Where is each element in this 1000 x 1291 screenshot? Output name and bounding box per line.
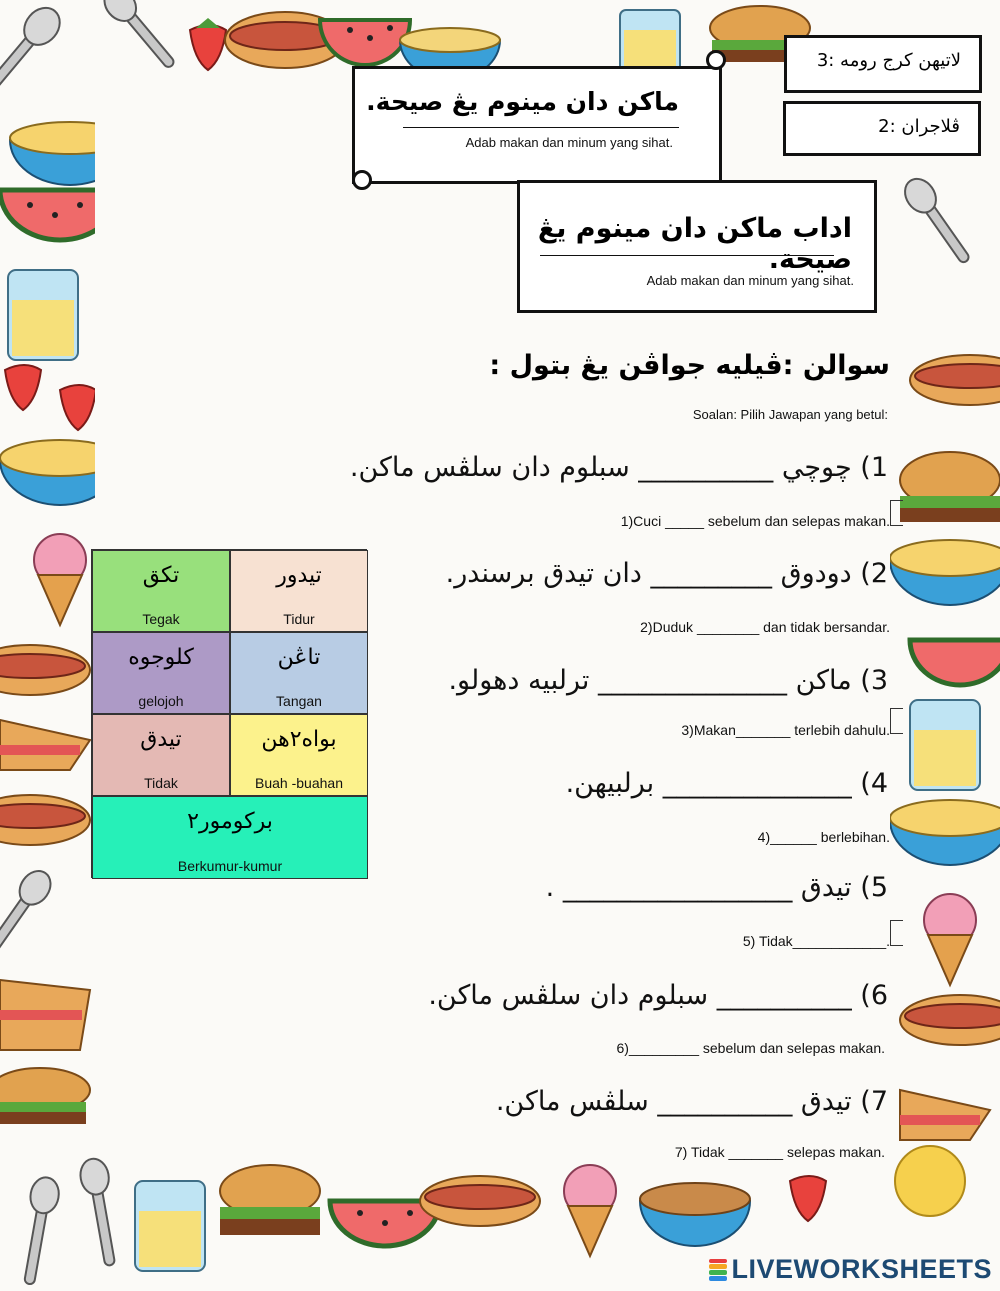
word-rumi: Tidur bbox=[283, 611, 315, 627]
hotdog-icon bbox=[0, 645, 90, 695]
scroll-title-arabic: ماكن دان مينوم يڠ صيحة. bbox=[366, 87, 679, 116]
question-4-rumi: 4)______ berlebihan. bbox=[757, 829, 890, 845]
instruction-latin: Soalan: Pilih Jawapan yang betul: bbox=[692, 407, 888, 422]
hotdog-icon bbox=[420, 1176, 540, 1226]
strawberry-icon bbox=[790, 1176, 826, 1221]
word-bank-table bbox=[91, 549, 367, 878]
question-6-rumi: 6)_________ sebelum dan selepas makan. bbox=[616, 1040, 885, 1056]
scroll-title-rule bbox=[403, 127, 679, 128]
word-bank-cell[interactable] bbox=[230, 550, 368, 632]
instruction-arabic: سوالن :ڤيليه جواڤن يڠ بتول : bbox=[489, 350, 890, 381]
main-title-arabic: اداب ماكن دان مينوم يڠ صيحة. bbox=[537, 213, 852, 275]
pelajaran-label: ڤلاجران :2 bbox=[878, 116, 960, 137]
word-jawi: تكق bbox=[142, 563, 180, 588]
answer-drop-slot-5[interactable] bbox=[890, 920, 903, 946]
ice-cream-icon bbox=[924, 894, 976, 985]
question-1-jawi: 1) چوچي __________ سبلوم دان سلڤس ماكن. bbox=[349, 452, 888, 483]
bowl-icon bbox=[640, 1183, 750, 1246]
burger-icon bbox=[220, 1165, 320, 1235]
scroll-curl-top-right bbox=[706, 50, 726, 70]
question-4-jawi: 4) ______________ برلبيهن. bbox=[565, 768, 888, 799]
question-6-jawi: 6) __________ سبلوم دان سلڤس ماكن. bbox=[428, 980, 888, 1011]
word-bank-cell[interactable] bbox=[230, 714, 368, 796]
pie-icon bbox=[900, 1090, 990, 1140]
burger-icon bbox=[0, 1068, 90, 1124]
word-bank-cell[interactable] bbox=[92, 714, 230, 796]
liveworksheets-logo[interactable] bbox=[709, 1254, 992, 1285]
word-bank-cell[interactable] bbox=[92, 632, 230, 714]
word-rumi: Tangan bbox=[276, 693, 322, 709]
food-border-right bbox=[890, 0, 1000, 1291]
pie-icon bbox=[0, 720, 90, 770]
scroll-title-box bbox=[352, 66, 722, 184]
word-rumi: gelojoh bbox=[138, 693, 184, 709]
question-7-jawi: 7) تيدق __________ سلڤس ماكن. bbox=[495, 1086, 888, 1117]
watermelon-icon bbox=[320, 20, 410, 65]
word-jawi: تيدور bbox=[276, 563, 322, 588]
question-3-rumi: 3)Makan_______ terlebih dahulu. bbox=[681, 722, 890, 738]
word-bank-cell[interactable] bbox=[92, 796, 368, 879]
spoon-icon bbox=[78, 1157, 124, 1268]
bowl-icon bbox=[890, 540, 1000, 605]
main-title-rule bbox=[540, 255, 834, 256]
word-jawi: كلوجوه bbox=[128, 645, 194, 670]
question-2-rumi: 2)Duduk ________ dan tidak bersandar. bbox=[640, 619, 890, 635]
question-1-rumi: 1)Cuci _____ sebelum dan selepas makan. bbox=[620, 513, 890, 529]
bowl-icon bbox=[0, 440, 95, 505]
scroll-curl-bottom-left bbox=[352, 170, 372, 190]
spoon-icon bbox=[0, 865, 57, 960]
scroll-title-latin: Adab makan dan minum yang sihat. bbox=[465, 135, 673, 150]
word-jawi: بركومور٢ bbox=[187, 809, 273, 834]
word-rumi: Buah -buahan bbox=[255, 775, 343, 791]
pelajaran-label-box bbox=[783, 101, 981, 156]
strawberry-icon bbox=[190, 18, 226, 70]
fork-icon bbox=[15, 1175, 61, 1286]
bowl-icon bbox=[890, 800, 1000, 865]
hotdog-icon bbox=[900, 995, 1000, 1045]
word-jawi: تيدق bbox=[140, 727, 182, 752]
strawberry-icon bbox=[5, 365, 95, 430]
answer-drop-slot-1[interactable] bbox=[890, 500, 903, 526]
word-bank-cell[interactable] bbox=[230, 632, 368, 714]
latihan-label: لاتيهن كرج رومه :3 bbox=[816, 50, 961, 71]
spoon-icon bbox=[98, 0, 182, 75]
sun-icon bbox=[895, 1146, 965, 1216]
liveworksheets-mark-icon bbox=[709, 1259, 727, 1281]
word-rumi: Tidak bbox=[144, 775, 178, 791]
question-5-jawi: 5) تيدق _________________ . bbox=[545, 872, 888, 903]
word-rumi: Berkumur-kumur bbox=[177, 858, 283, 874]
watermelon-icon bbox=[910, 640, 1000, 685]
juice-glass-icon bbox=[8, 270, 78, 360]
main-title-latin: Adab makan dan minum yang sihat. bbox=[646, 273, 854, 288]
liveworksheets-wordmark: LIVEWORKSHEETS bbox=[731, 1254, 992, 1284]
ice-cream-icon bbox=[564, 1165, 616, 1256]
hotdog-icon bbox=[0, 795, 90, 845]
hotdog-icon bbox=[910, 355, 1000, 405]
ice-cream-icon bbox=[34, 534, 86, 625]
question-5-rumi: 5) Tidak____________. bbox=[742, 933, 890, 949]
juice-glass-icon bbox=[135, 1181, 205, 1271]
watermelon-icon bbox=[0, 190, 95, 240]
word-jawi: تاڠن bbox=[277, 645, 321, 670]
question-3-jawi: 3) ماكن ______________ ترلبيه دهولو. bbox=[448, 665, 888, 696]
juice-glass-icon bbox=[910, 700, 980, 790]
bowl-icon bbox=[10, 122, 95, 185]
word-rumi: Tegak bbox=[142, 611, 180, 627]
question-7-rumi: 7) Tidak _______ selepas makan. bbox=[674, 1144, 885, 1160]
word-bank-cell[interactable] bbox=[92, 550, 230, 632]
word-jawi: بواه٢هن bbox=[261, 727, 337, 752]
sandwich-icon bbox=[0, 980, 90, 1050]
food-border-left bbox=[0, 0, 95, 1291]
main-title-box bbox=[517, 180, 877, 313]
latihan-label-box bbox=[784, 35, 982, 93]
question-2-jawi: 2) دودوق _________ دان تيدق برسندر. bbox=[445, 558, 888, 589]
fork-icon bbox=[899, 173, 978, 269]
answer-drop-slot-3[interactable] bbox=[890, 708, 903, 734]
burger-icon bbox=[900, 452, 1000, 522]
